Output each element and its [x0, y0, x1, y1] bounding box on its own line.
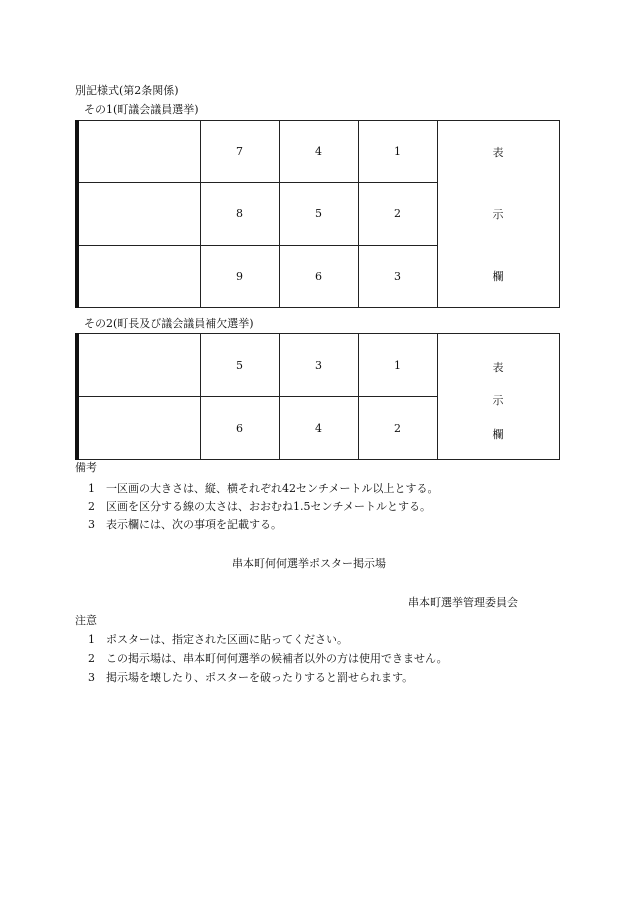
remark-text: 一区画の大きさは、縦、横それぞれ42センチメートル以上とする。 — [106, 482, 439, 495]
section-number-cell: 4 — [279, 121, 358, 183]
remark-number: 2 — [88, 500, 95, 513]
blank-cell — [77, 334, 200, 397]
section-number-cell: 3 — [279, 334, 358, 397]
remarks-heading: 備考 — [75, 461, 97, 474]
display-char: 表 — [492, 361, 504, 375]
display-char: 示 — [492, 394, 504, 408]
blank-cell — [77, 245, 200, 307]
section-number-cell: 9 — [200, 245, 279, 307]
section2-title: その2(町長及び議会議員補欠選挙) — [84, 317, 254, 330]
form-title: 別記様式(第2条関係) — [75, 84, 179, 97]
section-number-cell: 5 — [200, 334, 279, 397]
remark-text: 表示欄には、次の事項を記載する。 — [106, 518, 282, 531]
remark-text: 区画を区分する線の太さは、おおむね1.5センチメートルとする。 — [106, 500, 432, 513]
section-number-cell: 3 — [358, 245, 437, 307]
blank-cell — [77, 397, 200, 460]
section-number-cell: 5 — [279, 183, 358, 245]
display-char: 欄 — [492, 427, 504, 441]
notice-title: 串本町何何選挙ポスター掲示場 — [232, 557, 386, 570]
caution-number: 1 — [88, 633, 95, 646]
section1-poster-grid — [75, 120, 560, 308]
section-number-cell: 2 — [358, 183, 437, 245]
display-char: 欄 — [492, 270, 504, 283]
display-column — [437, 121, 559, 308]
section1-title: その1(町議会議員選挙) — [84, 103, 199, 116]
section-number-cell: 6 — [279, 245, 358, 307]
section-number-cell: 6 — [200, 397, 279, 460]
caution-text: この掲示場は、串本町何何選挙の候補者以外の方は使用できません。 — [106, 652, 448, 665]
caution-number: 3 — [88, 671, 95, 684]
section-number-cell: 2 — [358, 397, 437, 460]
section-number-cell: 8 — [200, 183, 279, 245]
caution-number: 2 — [88, 652, 95, 665]
caution-heading: 注意 — [75, 614, 97, 627]
caution-text: 掲示場を壊したり、ポスターを破ったりすると罰せられます。 — [106, 671, 414, 684]
display-char: 示 — [492, 208, 504, 221]
section-number-cell: 7 — [200, 121, 279, 183]
section-number-cell: 1 — [358, 121, 437, 183]
caution-text: ポスターは、指定された区画に貼ってください。 — [106, 633, 348, 646]
section-number-cell: 1 — [358, 334, 437, 397]
blank-cell — [77, 121, 200, 183]
display-column — [437, 334, 559, 460]
section-number-cell: 4 — [279, 397, 358, 460]
section2-poster-grid — [75, 333, 560, 460]
notice-issuer: 串本町選挙管理委員会 — [408, 596, 518, 609]
remark-number: 1 — [88, 482, 95, 495]
blank-cell — [77, 183, 200, 245]
display-char: 表 — [492, 146, 504, 159]
remark-number: 3 — [88, 518, 95, 531]
